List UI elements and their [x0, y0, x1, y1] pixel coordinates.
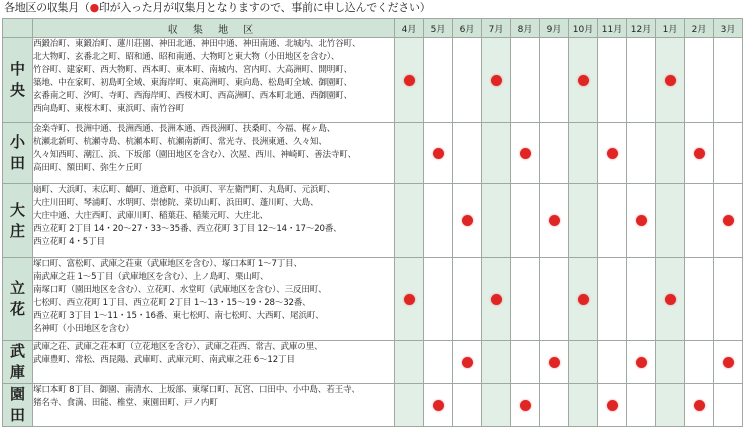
month-cell [540, 123, 569, 184]
table-row [3, 341, 743, 384]
month-cell [627, 184, 656, 258]
month-cell [714, 341, 743, 384]
month-header: 1月 [656, 19, 685, 38]
month-cell [569, 384, 598, 427]
month-cell [540, 184, 569, 258]
district-name-char: 大 [9, 200, 25, 219]
district-name-char: 田 [9, 154, 25, 172]
month-cell [395, 341, 424, 384]
month-cell [511, 123, 540, 184]
month-cell [511, 258, 540, 341]
district-name-char: 庫 [9, 363, 25, 381]
table-row [3, 258, 743, 341]
month-cell [598, 384, 627, 427]
collection-mark-icon [578, 294, 589, 305]
month-cell [540, 341, 569, 384]
collection-mark-icon [607, 400, 618, 411]
title-prefix: 各地区の収集月（ [4, 1, 90, 14]
area-line: 西鍛冶町、東鍛冶町、蓮川荘園、神田北通、神田中通、神田南通、北城内、北竹谷町、 [33, 39, 361, 49]
month-header: 4月 [395, 19, 424, 38]
month-cell [482, 384, 511, 427]
month-cell [482, 38, 511, 123]
month-header: 5月 [424, 19, 453, 38]
collection-mark-icon [520, 148, 531, 159]
month-header: 12月 [627, 19, 656, 38]
district-name [3, 184, 33, 258]
collection-areas [33, 384, 395, 427]
month-cell [627, 123, 656, 184]
collection-mark-icon [636, 357, 647, 368]
collection-areas [33, 123, 395, 184]
month-cell [656, 384, 685, 427]
area-line: 高田町、額田町、弥生ケ丘町 [33, 163, 143, 173]
table-body [3, 38, 743, 427]
month-cell [540, 258, 569, 341]
month-cell [714, 384, 743, 427]
area-line: 武庫之荘、武庫之荘本町（立花地区を含む）、武庫之荘西、常吉、武庫の里、 [33, 342, 323, 352]
table-row [3, 123, 743, 184]
district-name-char: 庄 [9, 221, 25, 240]
collection-mark-icon [694, 400, 705, 411]
area-line: 南塚口町（園田地区を含む）、立花町、水堂町（武庫地区を含む）、三反田町、 [33, 285, 327, 295]
month-cell [540, 38, 569, 123]
collection-mark-icon [636, 215, 647, 226]
area-line: 玄番南之町、汐町、寺町、西海岸町、西桜木町、西高洲町、西本町北通、西御園町、 [33, 91, 352, 101]
district-name-char: 央 [9, 81, 25, 99]
collection-mark-icon [404, 75, 415, 86]
district-name-char: 中 [9, 60, 25, 78]
area-line: 猪名寺、食満、田能、椎堂、東園田町、戸ノ内町 [33, 398, 218, 408]
area-line: 大庄中通、大庄西町、武庫川町、稲葉荘、稲葉元町、大庄北、 [33, 211, 269, 221]
area-line: 扇町、大浜町、末広町、鶴町、道意町、中浜町、平左衛門町、丸島町、元浜町、 [33, 185, 336, 195]
month-cell [395, 184, 424, 258]
month-cell [453, 38, 482, 123]
month-cell [511, 341, 540, 384]
month-cell [714, 123, 743, 184]
area-line: 築地、中在家町、初島町全域、東海岸町、東高洲町、東向島、松島町全域、御園町、 [33, 78, 352, 88]
collection-mark-icon [520, 400, 531, 411]
month-cell [569, 184, 598, 258]
month-cell [424, 123, 453, 184]
month-header: 7月 [482, 19, 511, 38]
month-cell [424, 341, 453, 384]
area-line: 竹谷町、建家町、西大物町、西本町、東本町、南城内、宮内町、大高洲町、開明町、 [33, 65, 352, 75]
month-cell [395, 384, 424, 427]
month-cell [424, 38, 453, 123]
month-cell [482, 184, 511, 258]
month-header: 3月 [714, 19, 743, 38]
collection-mark-icon [694, 148, 705, 159]
collection-mark-icon [665, 294, 676, 305]
area-line: 西向島町、東桜木町、東浜町、南竹谷町 [33, 104, 185, 114]
collection-mark-icon [665, 75, 676, 86]
month-cell [569, 123, 598, 184]
month-cell [540, 384, 569, 427]
month-cell [627, 258, 656, 341]
district-header [3, 19, 33, 38]
area-line: 七松町、西立花町 1丁目、西立花町 2丁目 1〜13・15〜19・28〜32番、 [33, 298, 311, 308]
collection-areas [33, 38, 395, 123]
header-row [3, 19, 743, 38]
month-cell [656, 258, 685, 341]
month-cell [627, 384, 656, 427]
month-cell [598, 341, 627, 384]
collection-mark-icon [723, 215, 734, 226]
area-line: 大庄川田町、琴浦町、水明町、崇徳院、菜切山町、浜田町、蓬川町、大島、 [33, 198, 319, 208]
month-cell [685, 258, 714, 341]
area-line: 塚口町、富松町、武庫之荘東（武庫地区を含む）、塚口本町 1〜7丁目、 [33, 259, 302, 269]
collection-mark-icon [433, 400, 444, 411]
month-cell [482, 341, 511, 384]
area-line: 杭瀬北新町、杭瀬寺島、杭瀬本町、杭瀬南新町、常光寺、長洲東通、久々知、 [33, 137, 327, 147]
district-name [3, 38, 33, 123]
collection-areas [33, 258, 395, 341]
month-cell [453, 123, 482, 184]
month-cell [598, 123, 627, 184]
month-cell [569, 258, 598, 341]
month-cell [656, 123, 685, 184]
month-cell [453, 184, 482, 258]
area-line: 西立花町 3丁目 1〜11・15・16番、東七松町、南七松町、大西町、尾浜町、 [33, 311, 324, 321]
district-name-char: 立 [9, 279, 25, 297]
district-name [3, 258, 33, 341]
area-line: 名神町（小田地区を含む） [33, 324, 134, 334]
month-cell [395, 38, 424, 123]
month-cell [569, 38, 598, 123]
collection-mark-icon [462, 357, 473, 368]
month-cell [424, 258, 453, 341]
month-header: 11月 [598, 19, 627, 38]
table-row [3, 38, 743, 123]
district-name-char: 小 [9, 133, 25, 151]
area-line: 塚口本町 8丁目、御園、南清水、上坂部、東塚口町、瓦宮、口田中、小中島、若王寺、 [33, 385, 360, 395]
collection-mark-icon [723, 357, 734, 368]
month-cell [685, 38, 714, 123]
district-name [3, 384, 33, 427]
month-cell [482, 258, 511, 341]
red-dot-icon: ● [89, 1, 99, 14]
month-cell [685, 341, 714, 384]
month-cell [453, 384, 482, 427]
area-line: 武庫豊町、常松、西昆陽、武庫町、武庫元町、南武庫之荘 6〜12丁目 [33, 355, 295, 365]
month-cell [395, 123, 424, 184]
collection-schedule-table [2, 18, 743, 427]
month-header: 6月 [453, 19, 482, 38]
collection-mark-icon [491, 294, 502, 305]
collection-mark-icon [607, 148, 618, 159]
collection-mark-icon [549, 215, 560, 226]
district-name-char: 田 [9, 406, 25, 424]
month-cell [598, 184, 627, 258]
month-cell [714, 184, 743, 258]
district-name-char: 武 [9, 342, 25, 360]
district-name-char: 園 [9, 385, 25, 403]
area-header: 収 集 地 区 [33, 19, 395, 38]
month-cell [569, 341, 598, 384]
month-cell [685, 184, 714, 258]
district-name [3, 123, 33, 184]
collection-areas [33, 341, 395, 384]
area-line: 西立花町 2丁目 14・20〜27・33〜35番、西立花町 3丁目 12〜14・17〜20番、 [33, 224, 342, 234]
area-line: 久々知西町、潮江、浜、下坂部（園田地区を含む）、次屋、西川、神崎町、善法寺町、 [33, 150, 357, 160]
month-cell [511, 38, 540, 123]
district-name-char: 花 [9, 300, 25, 318]
page-title [4, 1, 430, 15]
month-cell [714, 38, 743, 123]
month-cell [685, 123, 714, 184]
collection-areas [33, 184, 395, 258]
month-header: 2月 [685, 19, 714, 38]
title-suffix: 印が入った月が収集月となりますので、事前に申し込んでください） [98, 1, 431, 14]
collection-mark-icon [462, 215, 473, 226]
collection-mark-icon [491, 75, 502, 86]
area-line: 金楽寺町、長洲中通、長洲西通、長洲本通、西長洲町、扶桑町、今福、梶ヶ島、 [33, 124, 336, 134]
month-cell [511, 184, 540, 258]
area-line: 北大物町、玄番北之町、昭和通、昭和南通、大物町と東大物（小田地区を含む）、 [33, 52, 340, 62]
district-name [3, 341, 33, 384]
month-cell [656, 38, 685, 123]
month-cell [482, 123, 511, 184]
month-header: 9月 [540, 19, 569, 38]
month-header: 8月 [511, 19, 540, 38]
month-header: 10月 [569, 19, 598, 38]
month-cell [424, 184, 453, 258]
table-row [3, 184, 743, 258]
month-cell [714, 258, 743, 341]
month-cell [511, 384, 540, 427]
table-row [3, 384, 743, 427]
area-line: 南武庫之荘 1〜5丁目（武庫地区を含む）、上ノ島町、栗山町、 [33, 272, 269, 282]
month-cell [656, 184, 685, 258]
month-cell [598, 258, 627, 341]
month-cell [685, 384, 714, 427]
month-cell [627, 341, 656, 384]
collection-mark-icon [404, 294, 415, 305]
collection-mark-icon [549, 357, 560, 368]
month-cell [453, 341, 482, 384]
collection-mark-icon [578, 75, 589, 86]
collection-mark-icon [433, 148, 444, 159]
area-line: 西立花町 4・5丁目 [33, 237, 105, 247]
month-cell [656, 341, 685, 384]
month-cell [395, 258, 424, 341]
month-cell [453, 258, 482, 341]
month-cell [627, 38, 656, 123]
month-cell [598, 38, 627, 123]
month-cell [424, 384, 453, 427]
